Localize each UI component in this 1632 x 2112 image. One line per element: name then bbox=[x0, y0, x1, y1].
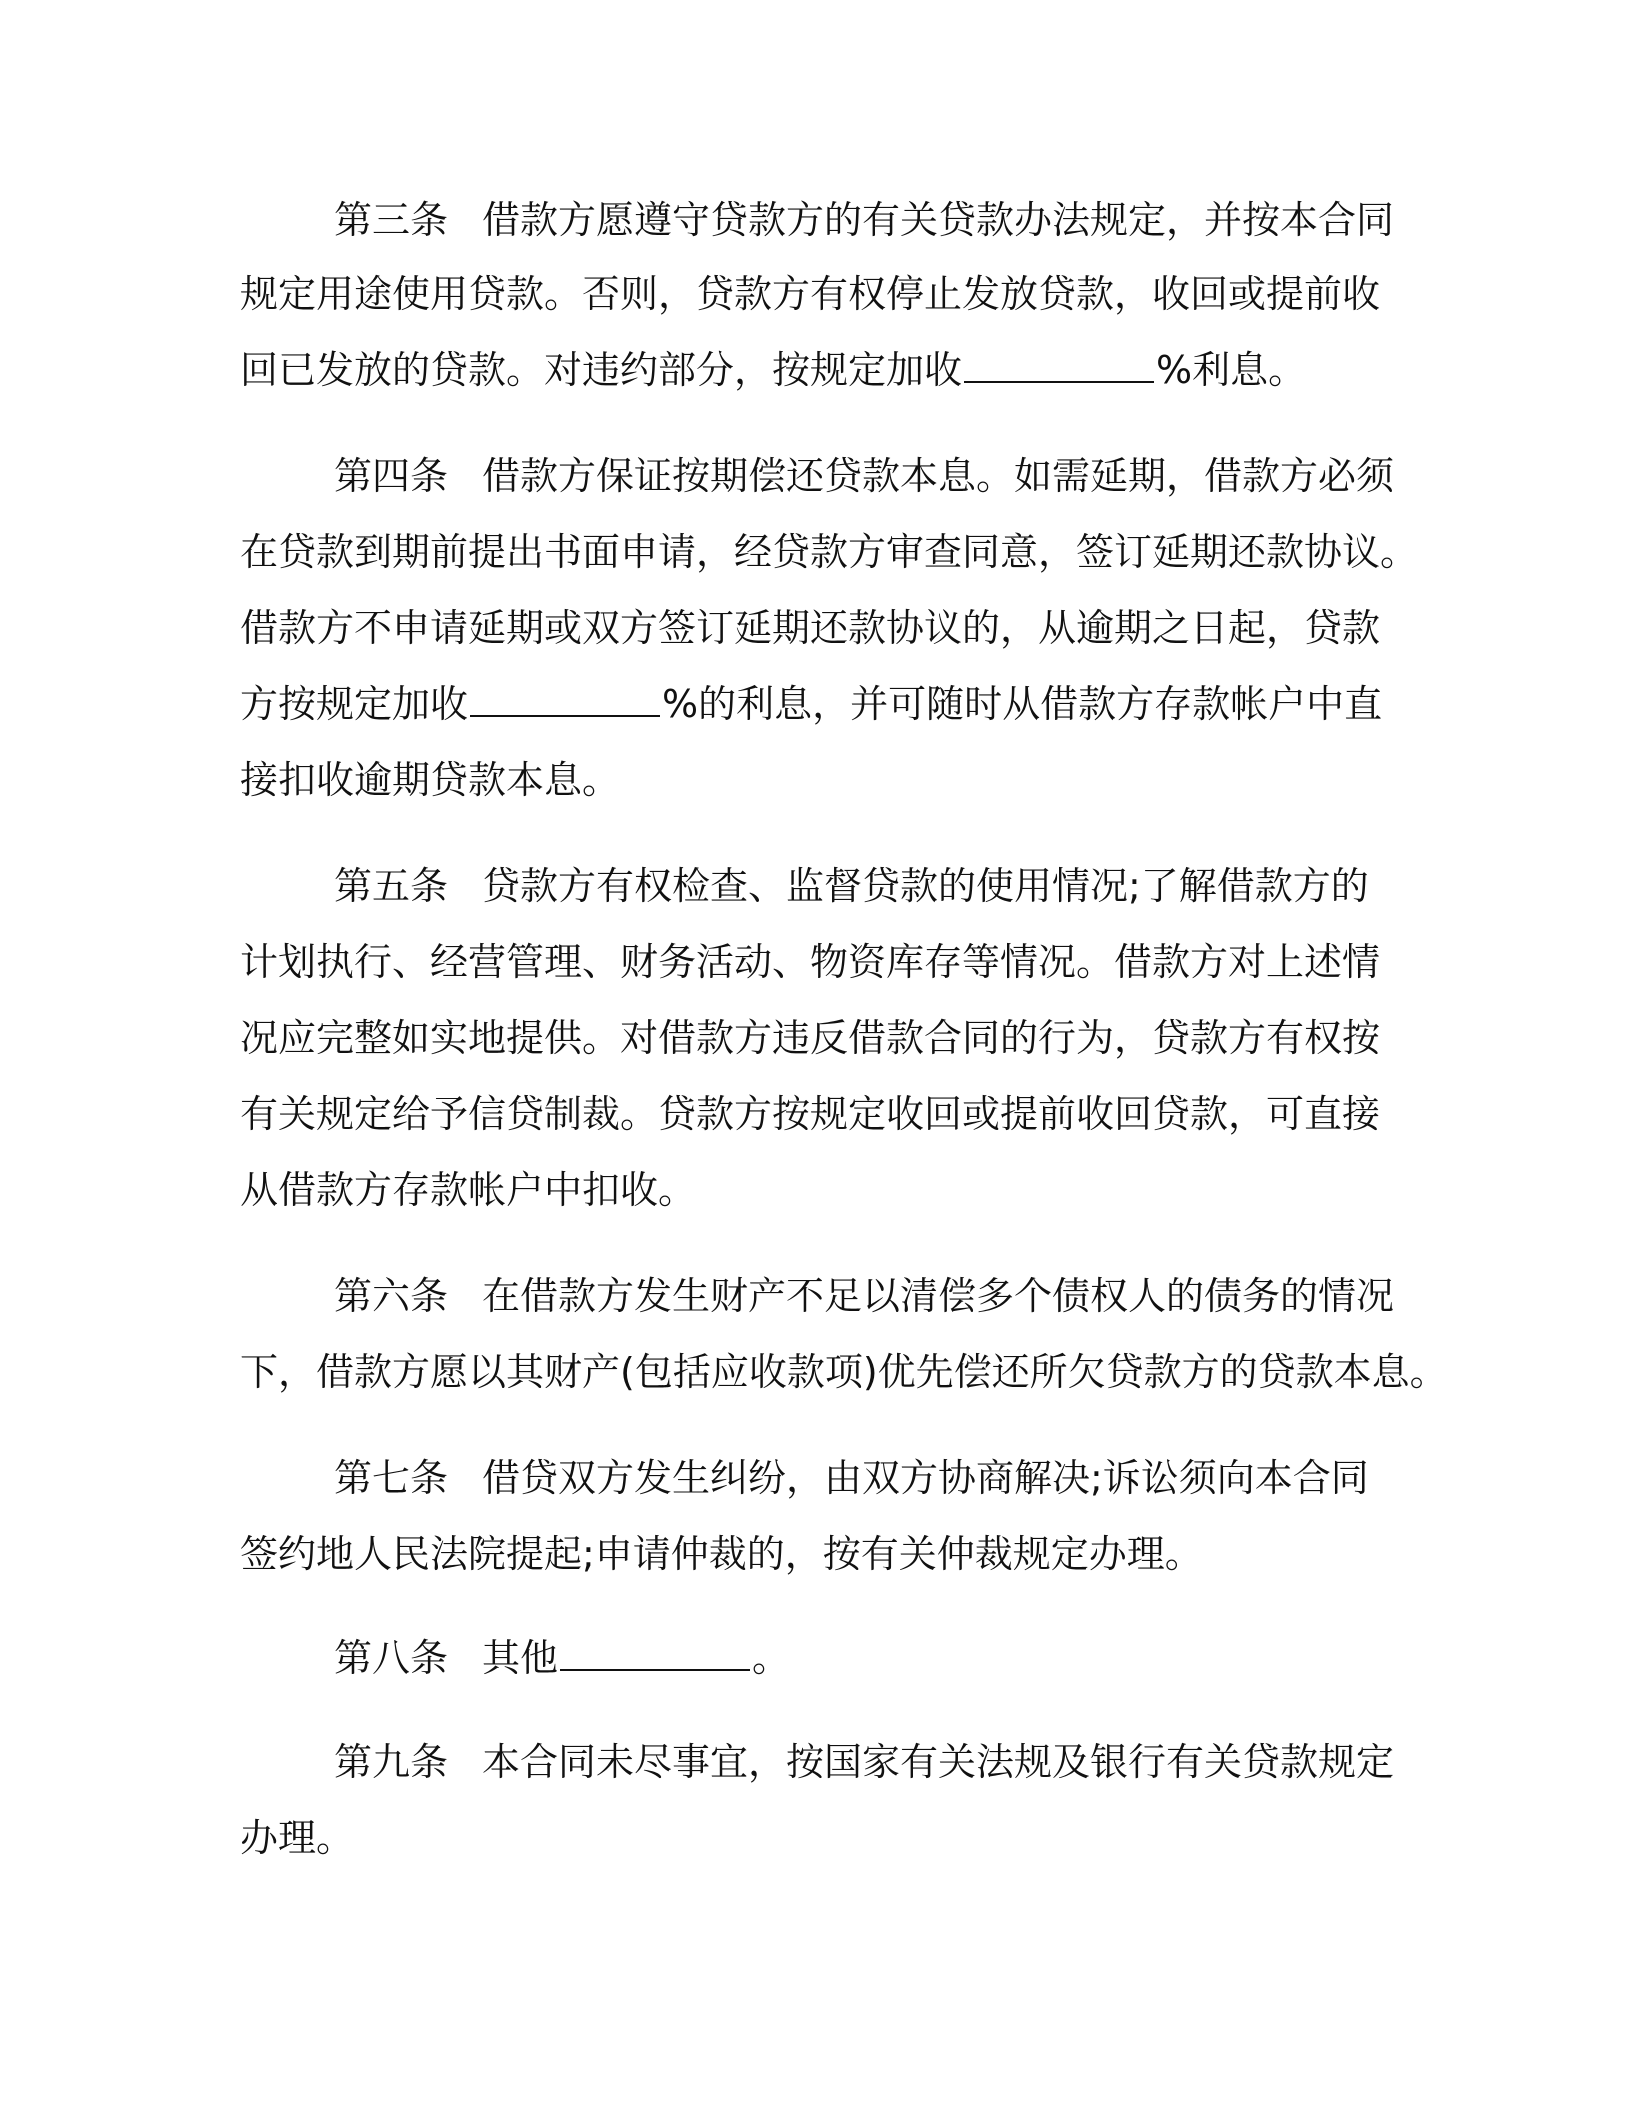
article-5-number: 第五条 bbox=[334, 864, 449, 908]
article-3-text-2: 规定用途使用贷款。否则，贷款方有权停止发放贷款，收回或提前收 bbox=[240, 272, 1381, 316]
article-9-line-2 bbox=[240, 1814, 354, 1862]
article-3-text-3: 回已发放的贷款。对违约部分，按规定加收 bbox=[240, 348, 963, 392]
article-3-text-1: 借款方愿遵守贷款方的有关贷款办法规定，并按本合同 bbox=[482, 198, 1395, 242]
article-7-line-1 bbox=[334, 1454, 1369, 1502]
interest-rate-blank-2 bbox=[470, 683, 660, 717]
article-4-line-5 bbox=[240, 756, 620, 804]
article-4-text-3: 借款方不申请延期或双方签订延期还款协议的，从逾期之日起，贷款 bbox=[240, 606, 1381, 650]
article-9-text-2: 办理。 bbox=[240, 1816, 355, 1860]
article-5-line-5 bbox=[240, 1166, 696, 1214]
article-4-line-1 bbox=[334, 452, 1394, 500]
article-4-text-2: 在贷款到期前提出书面申请，经贷款方审查同意，签订延期还款协议。 bbox=[240, 530, 1419, 574]
article-4-text-1: 借款方保证按期偿还贷款本息。如需延期，借款方必须 bbox=[482, 454, 1395, 498]
article-4-line-3 bbox=[240, 604, 1380, 652]
article-5-line-2 bbox=[240, 938, 1380, 986]
article-6-line-2 bbox=[240, 1348, 1448, 1396]
article-3-line-2 bbox=[240, 270, 1380, 318]
article-6-number: 第六条 bbox=[334, 1274, 449, 1318]
article-7-text-2: 签约地人民法院提起;申请仲裁的，按有关仲裁规定办理。 bbox=[240, 1532, 1203, 1576]
article-3-line-3 bbox=[240, 346, 1306, 394]
article-8-text-2: 。 bbox=[752, 1636, 791, 1680]
article-6-line-1 bbox=[334, 1272, 1394, 1320]
article-7-line-2 bbox=[240, 1530, 1203, 1578]
article-4-text-5: %的利息，并可随时从借款方存款帐户中直 bbox=[662, 682, 1383, 726]
article-5-line-4 bbox=[240, 1090, 1380, 1138]
article-5-line-1 bbox=[334, 862, 1369, 910]
article-5-text-2: 计划执行、经营管理、财务活动、物资库存等情况。借款方对上述情 bbox=[240, 940, 1381, 984]
interest-rate-blank-1 bbox=[964, 349, 1154, 383]
article-8-number: 第八条 bbox=[334, 1636, 449, 1680]
article-5-text-1: 贷款方有权检查、监督贷款的使用情况;了解借款方的 bbox=[482, 864, 1369, 908]
article-6-text-1: 在借款方发生财产不足以清偿多个债权人的债务的情况 bbox=[482, 1274, 1395, 1318]
article-5-line-3 bbox=[240, 1014, 1380, 1062]
article-8-text-1: 其他 bbox=[482, 1636, 559, 1680]
article-3-line-1 bbox=[334, 196, 1394, 244]
article-7-number: 第七条 bbox=[334, 1456, 449, 1500]
article-5-text-5: 从借款方存款帐户中扣收。 bbox=[240, 1168, 697, 1212]
article-5-text-4: 有关规定给予信贷制裁。贷款方按规定收回或提前收回贷款，可直接 bbox=[240, 1092, 1381, 1136]
article-3-text-4: %利息。 bbox=[1156, 348, 1307, 392]
article-3-number: 第三条 bbox=[334, 198, 449, 242]
article-9-line-1 bbox=[334, 1738, 1394, 1786]
article-8-line-1 bbox=[334, 1634, 790, 1682]
article-4-line-4 bbox=[240, 680, 1382, 728]
article-4-number: 第四条 bbox=[334, 454, 449, 498]
other-terms-blank bbox=[560, 1637, 750, 1671]
article-5-text-3: 况应完整如实地提供。对借款方违反借款合同的行为，贷款方有权按 bbox=[240, 1016, 1381, 1060]
article-6-text-2: 下，借款方愿以其财产(包括应收款项)优先偿还所欠贷款方的贷款本息。 bbox=[240, 1350, 1448, 1394]
article-9-number: 第九条 bbox=[334, 1740, 449, 1784]
article-4-text-6: 接扣收逾期贷款本息。 bbox=[240, 758, 621, 802]
article-7-text-1: 借贷双方发生纠纷，由双方协商解决;诉讼须向本合同 bbox=[482, 1456, 1369, 1500]
article-4-line-2 bbox=[240, 528, 1418, 576]
article-9-text-1: 本合同未尽事宜，按国家有关法规及银行有关贷款规定 bbox=[482, 1740, 1395, 1784]
article-4-text-4: 方按规定加收 bbox=[240, 682, 469, 726]
